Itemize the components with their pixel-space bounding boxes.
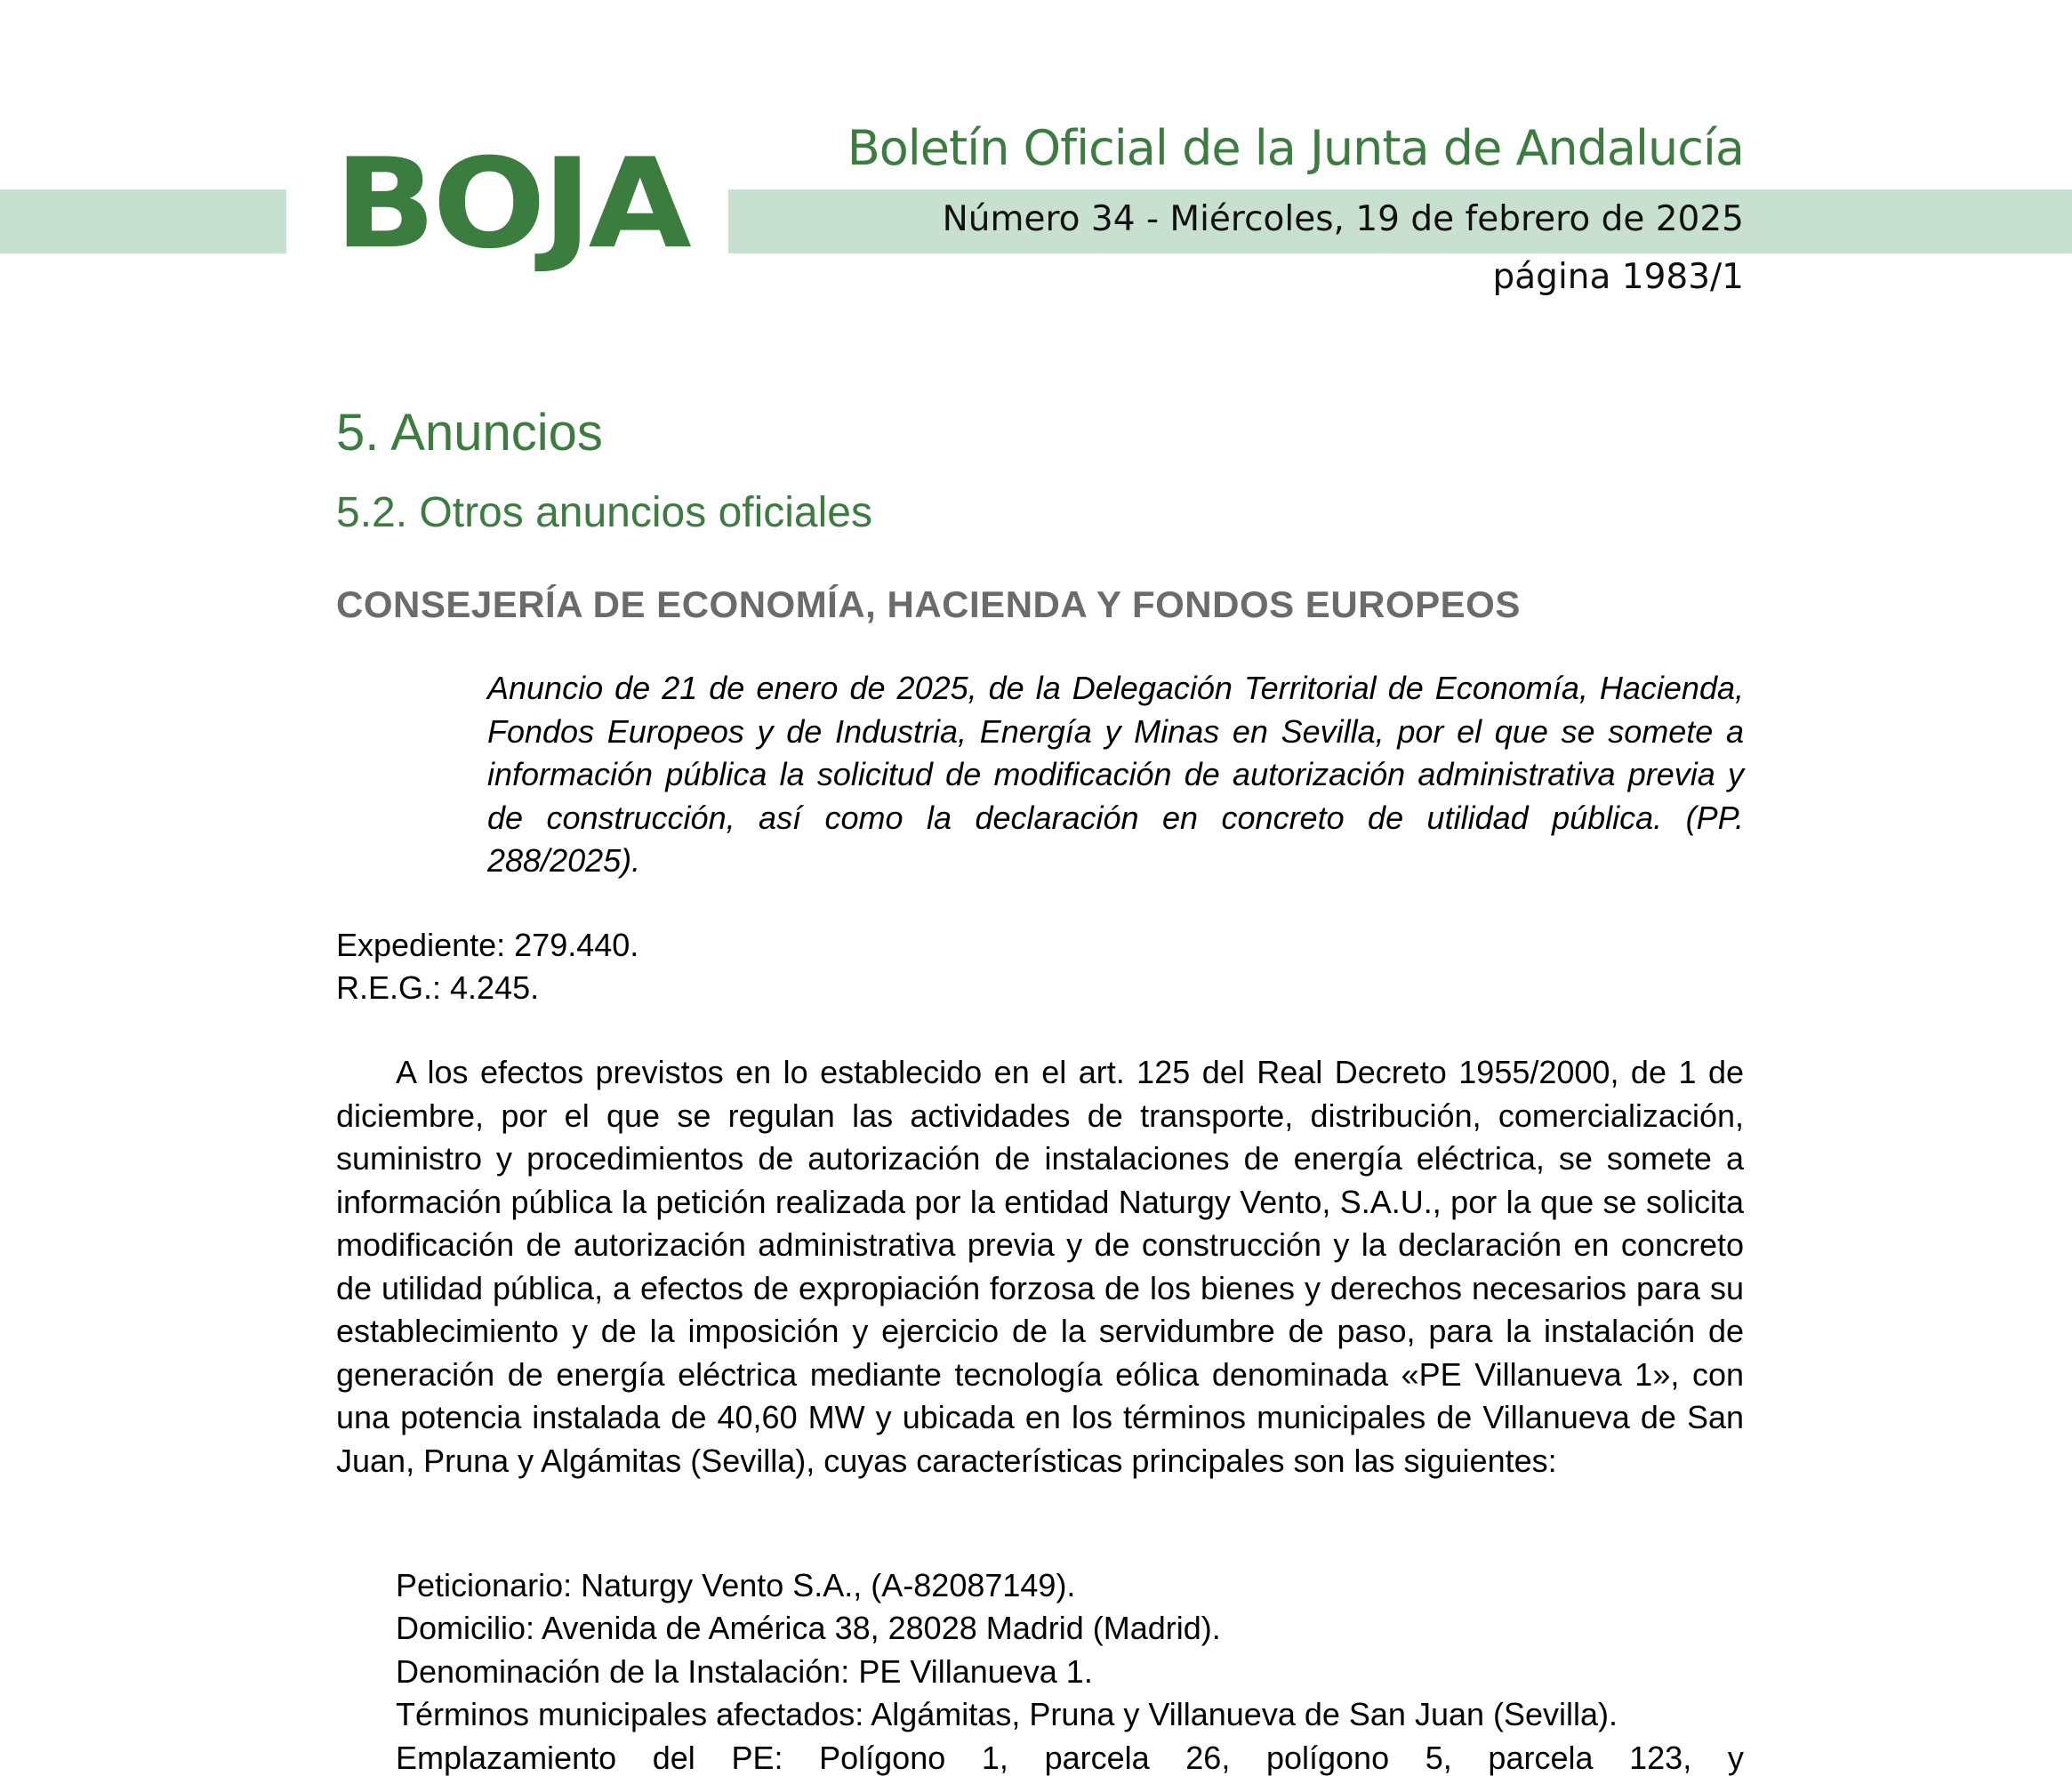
- cut-word: del: [652, 1740, 695, 1776]
- detail-terminos: Términos municipales afectados: Algámitas, Pruna y Villanueva de San Juan (Sevilla).: [396, 1696, 1618, 1732]
- cut-word: 26,: [1185, 1740, 1231, 1776]
- cut-word: PE:: [731, 1740, 783, 1776]
- cut-word: Polígono: [819, 1740, 946, 1776]
- expediente-line: Expediente: 279.440.: [336, 927, 639, 963]
- cut-word: polígono: [1265, 1740, 1390, 1776]
- cut-word: y: [1727, 1740, 1744, 1776]
- subsection-title: 5.2. Otros anuncios oficiales: [336, 489, 872, 536]
- reg-line: R.E.G.: 4.245.: [336, 969, 540, 1006]
- boja-logo: BOJA: [334, 132, 688, 277]
- notice-summary: Anuncio de 21 de enero de 2025, de la Delegación Territorial de Economía, Hacienda, Fondos Europeos y de Industria, Energía y Minas en Sevilla, por el que se somete a información pública la solicitud de modificación de autorización administrativa previa y de construcción, así como la declaración en concreto de utilidad pública. (PP. 288/2025).: [487, 670, 1744, 879]
- bulletin-title: Boletín Oficial de la Junta de Andalucía: [847, 120, 1744, 176]
- cut-word: Emplazamiento: [396, 1740, 617, 1776]
- cut-word: 123,: [1629, 1740, 1692, 1776]
- detail-peticionario: Peticionario: Naturgy Vento S.A., (A-82087149).: [396, 1567, 1076, 1603]
- detail-domicilio: Domicilio: Avenida de América 38, 28028 Madrid (Madrid).: [396, 1610, 1221, 1646]
- ministry-heading: CONSEJERÍA DE ECONOMÍA, HACIENDA Y FONDOS EUROPEOS: [336, 583, 1521, 625]
- cut-word: 5,: [1425, 1740, 1452, 1776]
- issue-line: Número 34 - Miércoles, 19 de febrero de 2025: [942, 199, 1744, 239]
- detail-emplazamiento: [396, 1742, 1744, 1774]
- cut-word: parcela: [1044, 1740, 1150, 1776]
- detail-denominacion: Denominación de la Instalación: PE Villanueva 1.: [396, 1653, 1093, 1690]
- header-band-left: [0, 189, 286, 253]
- cut-word: parcela: [1488, 1740, 1594, 1776]
- cut-word: 1,: [981, 1740, 1008, 1776]
- notice-body: A los efectos previstos en lo establecido en el art. 125 del Real Decreto 1955/2000, de 1 de diciembre, por el que se regulan las actividades de transporte, distribución, comercialización, suministro y procedimientos de autorización de instalaciones de energía eléctrica, se somete a información pública la petición realizada por la entidad Naturgy Vento, S.A.U., por la que se solicita modificación de autorización administrativa previa y de construcción y la declaración en concreto de utilidad pública, a efectos de expropiación forzosa de los bienes y derechos necesarios para su establecimiento y de la imposición y ejercicio de la servidumbre de paso, para la instalación de generación de energía eléctrica mediante tecnología eólica denominada «PE Villanueva 1», con una potencia instalada de 40,60 MW y ubicada en los términos municipales de Villanueva de San Juan, Pruna y Algámitas (Sevilla), cuyas características principales son las siguientes:: [336, 1054, 1744, 1479]
- page-number: página 1983/1: [1492, 257, 1744, 297]
- section-title: 5. Anuncios: [336, 404, 603, 462]
